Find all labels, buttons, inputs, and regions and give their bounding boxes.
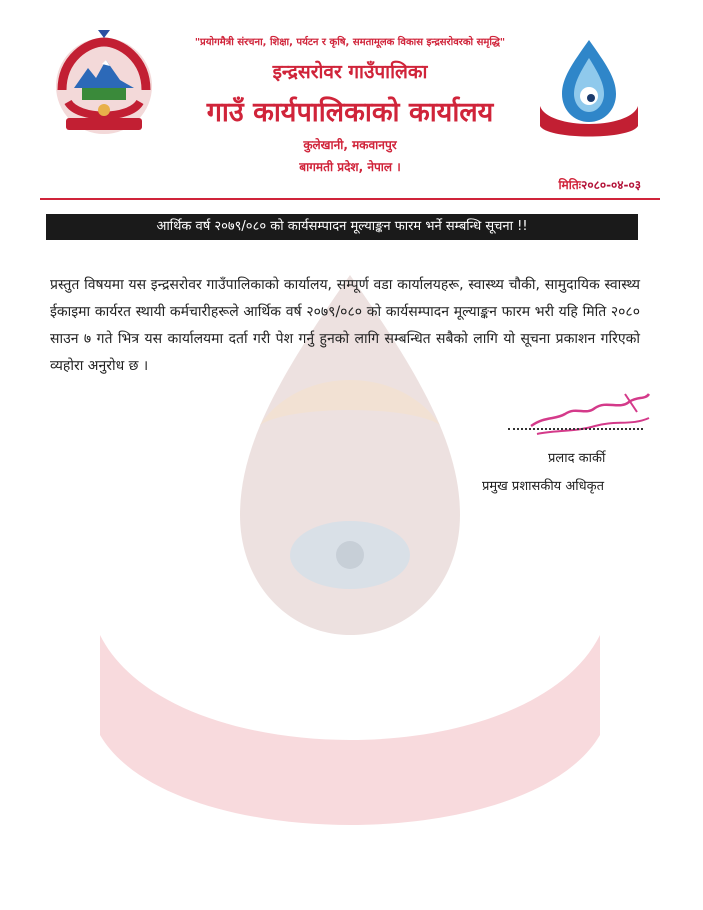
office-title: गाउँ कार्यपालिकाको कार्यालय (206, 97, 494, 128)
signer-name: प्रलाद कार्की (548, 451, 606, 466)
notice-body: प्रस्तुत विषयमा यस इन्द्रसरोवर गाउँपालिकाको कार्यालय, सम्पूर्ण वडा कार्यालयहरू, स्वास्थ्य चौकी, सामुदायिक स्वास्थ्य ईकाइमा कार्यरत स्थायी कर्मचारीहरूले आर्थिक वर्ष २०७९/०८० को कार्यसम्पादन मूल्याङ्कन फारम भरी यहि मिति २०८० साउन ७ गते भित्र यस कार्यालयमा दर्ता गरी पेश गर्नु हुनको लागि सम्बन्धित सबैको लागि यो सूचना प्रकाशन गरिएको व्यहोरा अनुरोध छ । (50, 277, 640, 374)
motto: "प्रयोगमैत्री संरचना, शिक्षा, पर्यटन र कृषि, समतामूलक विकास इन्द्रसरोवरको समृद्धि" (194, 37, 506, 48)
nepal-emblem-icon (48, 28, 160, 140)
header-divider (40, 198, 660, 200)
signature-scribble (525, 386, 655, 438)
subject-banner: आर्थिक वर्ष २०७९/०८० को कार्यसम्पादन मूल्याङ्कन फारम भर्ने सम्बन्धि सूचना !! (46, 214, 638, 240)
address-line-1: कुलेखानी, मकवानपुर (303, 138, 397, 152)
address-line-2: बागमती प्रदेश, नेपाल । (299, 160, 401, 174)
date-label: मितिः (558, 178, 582, 192)
municipality-water-drop-logo (534, 34, 644, 140)
signature-line (508, 428, 643, 430)
date-value: २०८०-०४-०३ (581, 178, 641, 192)
date (558, 176, 641, 193)
municipality-name: इन्द्रसरोवर गाउँपालिका (272, 61, 428, 83)
signer-designation: प्रमुख प्रशासकीय अधिकृत (482, 479, 605, 494)
